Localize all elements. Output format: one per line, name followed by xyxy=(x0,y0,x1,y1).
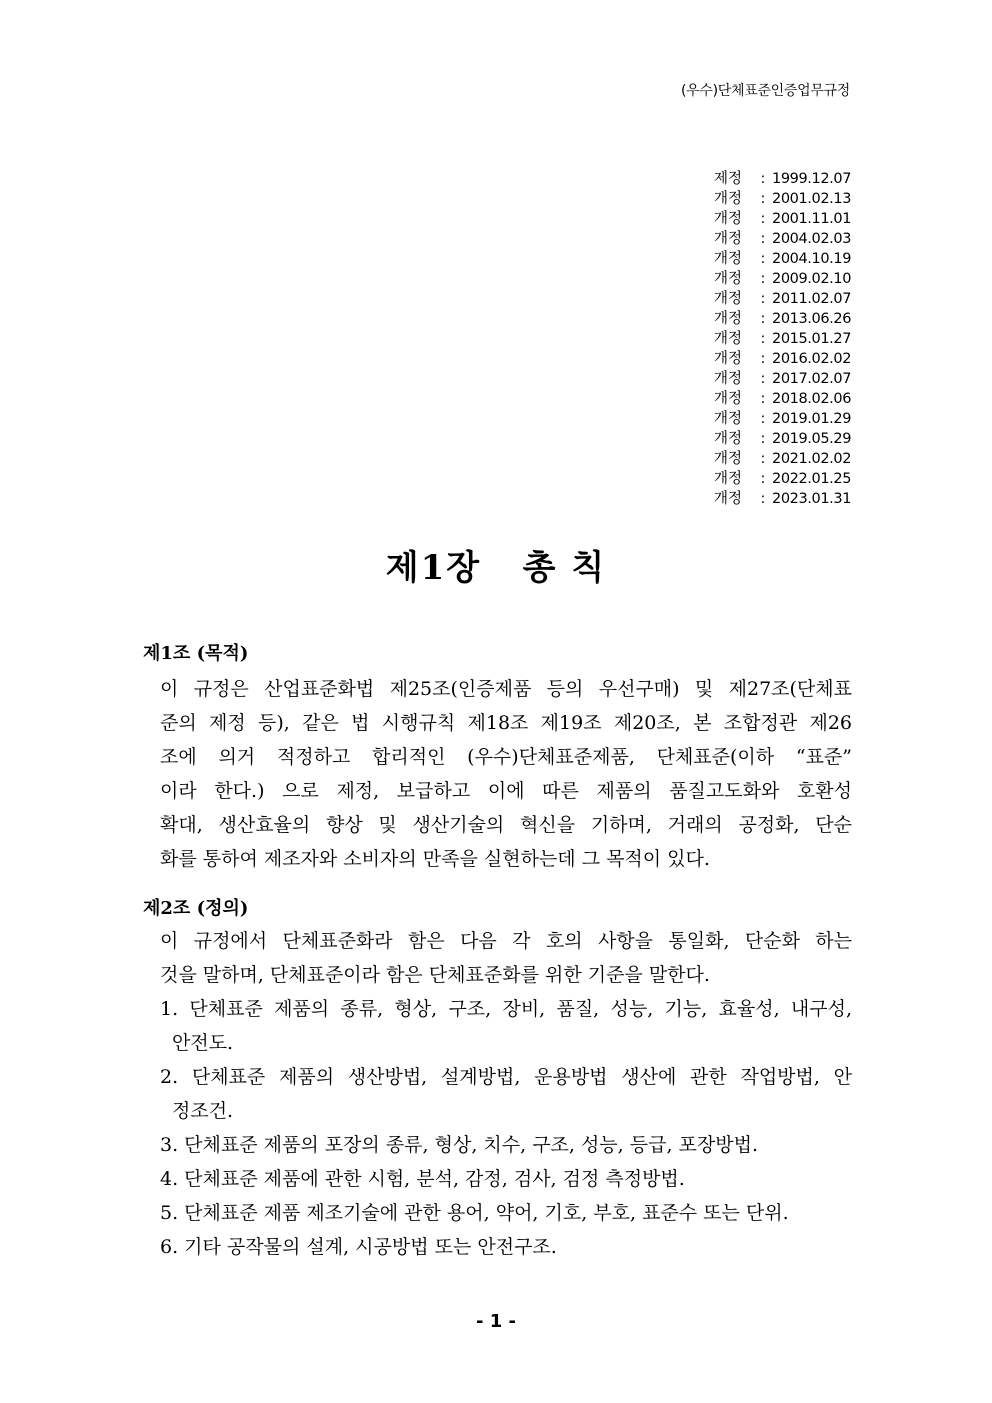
article-2-heading: 제2조 (정의) xyxy=(143,898,249,919)
revision-separator: : xyxy=(760,331,766,347)
revision-date: 2018.02.06 xyxy=(772,391,852,407)
revision-type: 개정 xyxy=(714,391,743,407)
definition-item-text: 6. 기타 공작물의 설계, 시공방법 또는 안전구조. xyxy=(160,1236,557,1258)
article-2-intro xyxy=(160,924,852,992)
article-1-line: 이 규정은 산업표준화법 제25조(인증제품 등의 우선구매) 및 제27조(단체표 xyxy=(160,678,852,700)
revision-type: 제정 xyxy=(714,171,743,187)
revision-date: 2022.01.25 xyxy=(772,471,852,487)
revision-entry xyxy=(714,289,850,309)
revision-entry xyxy=(714,489,850,509)
revision-entry xyxy=(714,249,850,269)
definition-item xyxy=(160,992,852,1060)
definition-item xyxy=(160,1162,852,1196)
definition-item xyxy=(160,1060,852,1128)
revision-date: 2004.10.19 xyxy=(772,251,852,267)
revision-type: 개정 xyxy=(714,411,743,427)
revision-date: 2001.02.13 xyxy=(772,191,852,207)
revision-separator: : xyxy=(760,251,766,267)
definition-item-text: 4. 단체표준 제품에 관한 시험, 분석, 감정, 검사, 검정 측정방법. xyxy=(160,1168,685,1190)
article-1-line: 이라 한다.) 으로 제정, 보급하고 이에 따른 제품의 품질고도화와 호환성 xyxy=(160,780,852,802)
revision-type: 개정 xyxy=(714,371,743,387)
revision-date: 2013.06.26 xyxy=(772,311,852,327)
revision-date: 2017.02.07 xyxy=(772,371,852,387)
revision-separator: : xyxy=(760,351,766,367)
revision-date: 2004.02.03 xyxy=(772,231,852,247)
article-1-heading: 제1조 (목적) xyxy=(143,643,249,664)
revision-type: 개정 xyxy=(714,331,743,347)
definition-item-continuation: 안전도. xyxy=(172,1032,234,1054)
definition-item-text: 3. 단체표준 제품의 포장의 종류, 형상, 치수, 구조, 성능, 등급, 포장방법. xyxy=(160,1134,759,1156)
article-1-body xyxy=(160,672,852,876)
revision-entry xyxy=(714,309,850,329)
revision-separator: : xyxy=(760,191,766,207)
revision-type: 개정 xyxy=(714,491,743,507)
article-2-intro-line: 것을 말하며, 단체표준이라 함은 단체표준화를 위한 기준을 말한다. xyxy=(160,964,710,986)
revision-entry xyxy=(714,189,850,209)
article-1-line: 화를 통하여 제조자와 소비자의 만족을 실현하는데 그 목적이 있다. xyxy=(160,848,710,870)
revision-separator: : xyxy=(760,291,766,307)
revision-separator: : xyxy=(760,451,766,467)
definition-item-text: 5. 단체표준 제품 제조기술에 관한 용어, 약어, 기호, 부호, 표준수 또는 단위. xyxy=(160,1202,789,1224)
revision-type: 개정 xyxy=(714,211,743,227)
chapter-title: 제1장 총 칙 xyxy=(385,548,607,588)
revision-type: 개정 xyxy=(714,291,743,307)
revision-date: 1999.12.07 xyxy=(772,171,852,187)
revision-type: 개정 xyxy=(714,471,743,487)
revision-date: 2001.11.01 xyxy=(772,211,852,227)
revision-entry xyxy=(714,269,850,289)
revision-separator: : xyxy=(760,431,766,447)
revision-date: 2021.02.02 xyxy=(772,451,852,467)
definition-item xyxy=(160,1230,852,1264)
revision-date: 2016.02.02 xyxy=(772,351,852,367)
revision-type: 개정 xyxy=(714,191,743,207)
revision-entry xyxy=(714,169,850,189)
definition-item-text: 2. 단체표준 제품의 생산방법, 설계방법, 운용방법 생산에 관한 작업방법, 안 xyxy=(160,1066,852,1088)
revision-date: 2023.01.31 xyxy=(772,491,852,507)
revision-entry xyxy=(714,469,850,489)
revision-entry xyxy=(714,229,850,249)
revision-entry xyxy=(714,409,850,429)
revision-separator: : xyxy=(760,471,766,487)
revision-type: 개정 xyxy=(714,251,743,267)
revision-entry xyxy=(714,389,850,409)
revision-history xyxy=(714,169,850,509)
revision-type: 개정 xyxy=(714,451,743,467)
revision-separator: : xyxy=(760,211,766,227)
revision-separator: : xyxy=(760,171,766,187)
revision-separator: : xyxy=(760,371,766,387)
revision-separator: : xyxy=(760,311,766,327)
article-2-intro-line: 이 규정에서 단체표준화라 함은 다음 각 호의 사항을 통일화, 단순화 하는 xyxy=(160,930,852,952)
revision-separator: : xyxy=(760,411,766,427)
definition-item-continuation: 정조건. xyxy=(172,1100,234,1122)
revision-entry xyxy=(714,209,850,229)
revision-date: 2015.01.27 xyxy=(772,331,852,347)
document-title: (우수)단체표준인증업무규정 xyxy=(680,83,850,99)
revision-type: 개정 xyxy=(714,431,743,447)
revision-date: 2019.05.29 xyxy=(772,431,852,447)
revision-separator: : xyxy=(760,231,766,247)
article-1-line: 조에 의거 적정하고 합리적인 (우수)단체표준제품, 단체표준(이하 “표준” xyxy=(160,746,852,768)
revision-date: 2011.02.07 xyxy=(772,291,852,307)
revision-separator: : xyxy=(760,391,766,407)
revision-type: 개정 xyxy=(714,351,743,367)
revision-entry xyxy=(714,369,850,389)
revision-type: 개정 xyxy=(714,311,743,327)
article-1-line: 확대, 생산효율의 향상 및 생산기술의 혁신을 기하며, 거래의 공정화, 단순 xyxy=(160,814,852,836)
page-number: - 1 - xyxy=(476,1311,516,1332)
article-1-line: 준의 제정 등), 같은 법 시행규칙 제18조 제19조 제20조, 본 조합정관 제26 xyxy=(160,712,852,734)
revision-entry xyxy=(714,449,850,469)
revision-entry xyxy=(714,429,850,449)
revision-separator: : xyxy=(760,491,766,507)
revision-date: 2019.01.29 xyxy=(772,411,852,427)
revision-type: 개정 xyxy=(714,271,743,287)
definition-item-text: 1. 단체표준 제품의 종류, 형상, 구조, 장비, 품질, 성능, 기능, 효율성, 내구성, xyxy=(160,998,852,1020)
revision-date: 2009.02.10 xyxy=(772,271,852,287)
revision-type: 개정 xyxy=(714,231,743,247)
revision-entry xyxy=(714,329,850,349)
revision-separator: : xyxy=(760,271,766,287)
revision-entry xyxy=(714,349,850,369)
definition-item xyxy=(160,1196,852,1230)
definition-item xyxy=(160,1128,852,1162)
